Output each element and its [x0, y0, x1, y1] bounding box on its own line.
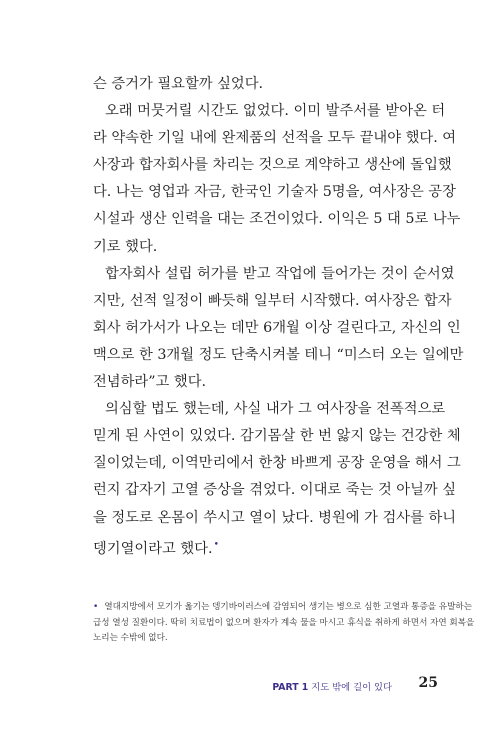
text-line: 슨 증거가 필요할까 싶었다. [93, 76, 264, 92]
page-footer [93, 675, 438, 695]
text-line: 오래 머뭇거릴 시간도 없었다. 이미 발주서를 받아온 터 [105, 103, 446, 120]
footnote-marker[interactable]: • [213, 539, 219, 550]
text-line: 다. 나는 영업과 자금, 한국인 기술자 5명을, 여사장은 공장 [93, 184, 456, 201]
text-line: 믿게 된 사연이 있었다. 감기몸살 한 번 앓지 않는 건강한 체 [93, 428, 461, 445]
body-text [93, 71, 464, 559]
text-line: 지만, 선적 일정이 빠듯해 일부터 시작했다. 여사장은 합자 [93, 292, 452, 309]
footnote-text: 열대지방에서 모기가 옮기는 뎅기바이러스에 감염되어 생기는 병으로 심한 고열과 통증을 유발하는 [104, 602, 472, 612]
footnote-line [93, 600, 472, 616]
page-number: 25 [418, 675, 438, 691]
footnote-line: 급성 열성 질환이다. 딱히 치료법이 없으며 환자가 계속 물을 마시고 휴식을 취하게 하면서 자연 회복을 [93, 617, 475, 628]
text-line: 라 약속한 기일 내에 완제품의 선적을 모두 끝내야 했다. 여 [93, 130, 457, 147]
text-line: 합자회사 설립 허가를 받고 작업에 들어가는 것이 순서였 [105, 265, 455, 282]
text-line: 사장과 합자회사를 차리는 것으로 계약하고 생산에 돌입했 [93, 157, 452, 174]
text-line: 회사 허가서가 나오는 데만 6개월 이상 걸린다고, 자신의 인 [93, 319, 461, 336]
paragraph-1 [93, 71, 433, 98]
paragraph-2 [93, 98, 461, 261]
text-line-last [93, 532, 433, 559]
text-line: 런지 갑자기 고열 증상을 겪었다. 이대로 죽는 것 아닐까 싶 [93, 482, 457, 499]
text-line: 시설과 생산 인력을 대는 조건이었다. 이익은 5 대 5로 나누 [93, 211, 461, 228]
text-line: 을 정도로 온몸이 쑤시고 열이 났다. 병원에 가 검사를 하니 [93, 509, 457, 526]
paragraph-4 [93, 396, 461, 559]
text-line: 전념하라”고 했다. [93, 374, 207, 391]
paragraph-3 [93, 261, 464, 396]
text-line: 기로 했다. [93, 238, 158, 255]
text-line: 질이었는데, 이역만리에서 한창 바쁘게 공장 운영을 해서 그 [93, 455, 461, 472]
text-line: 맥으로 한 3개월 정도 단축시켜볼 테니 “미스터 오는 일에만 [93, 346, 464, 363]
section-title: 지도 밖에 길이 있다 [311, 682, 392, 693]
footnote-bullet-icon: • [93, 602, 99, 612]
footnote-line: 노리는 수밖에 없다. [93, 633, 168, 644]
text-line: 의심할 법도 했는데, 사실 내가 그 여사장을 전폭적으로 [105, 401, 446, 418]
footnote [93, 600, 475, 647]
text-line-content: 뎅기열이라고 했다. [93, 540, 213, 557]
part-label: PART 1 [272, 682, 309, 693]
running-footer [272, 679, 392, 693]
